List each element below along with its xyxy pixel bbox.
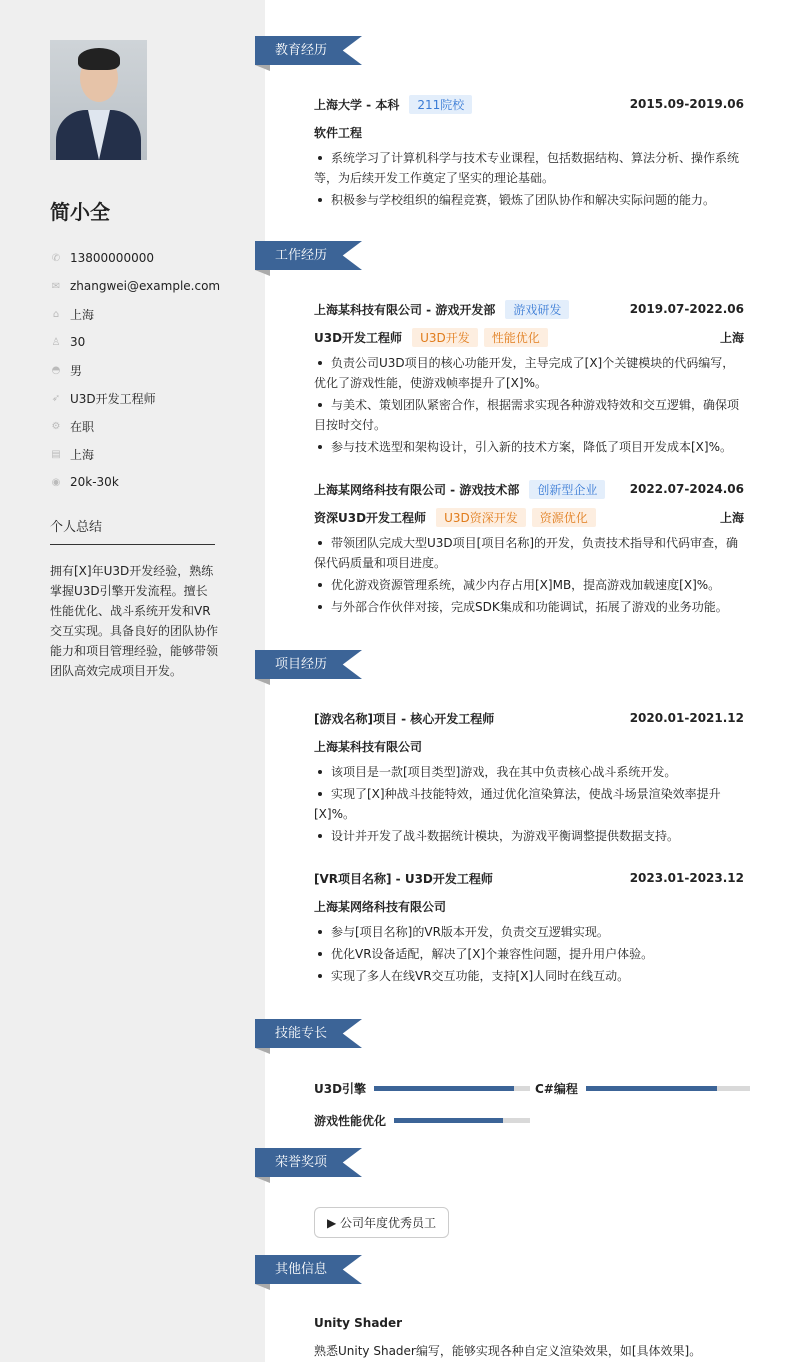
text: C#编程 <box>535 1082 578 1096</box>
info-text: 20k-30k <box>70 475 119 489</box>
position-icon: ➶ <box>51 392 61 404</box>
section-header-education <box>255 36 362 65</box>
text: 创新型企业 <box>529 480 605 499</box>
list-item: 该项目是一款[项目类型]游戏，我在其中负责核心战斗系统开发。 <box>314 762 744 782</box>
play-icon: ▶ <box>327 1216 341 1230</box>
sidebar <box>0 0 265 1362</box>
text: 上海某网络科技有限公司 <box>314 899 447 914</box>
education-entry <box>314 90 744 212</box>
text: 性能优化 <box>484 328 548 347</box>
text: 游戏性能优化 <box>314 1114 387 1128</box>
info-text: 在职 <box>70 419 95 434</box>
award-item[interactable] <box>314 1207 449 1238</box>
text: 工作经历 <box>275 248 328 263</box>
mail-icon: ✉ <box>51 280 61 292</box>
info-text: 30 <box>70 335 86 349</box>
salary-icon: ◉ <box>51 476 61 488</box>
summary-title: 个人总结 <box>50 516 215 545</box>
other-entry <box>314 1309 744 1365</box>
text: U3D资深开发 <box>436 508 526 527</box>
skill-item <box>535 1080 750 1097</box>
text: 资源优化 <box>532 508 596 527</box>
text: 上海某科技有限公司 - 游戏开发部 <box>314 302 496 317</box>
skill-bar <box>394 1118 530 1123</box>
list-item: 负责公司U3D项目的核心功能开发，主导完成了[X]个关键模块的代码编写，优化了游戏性能，使游戏帧率提升了[X]%。 <box>314 353 744 393</box>
list-item: 与外部合作伙伴对接，完成SDK集成和功能调试，拓展了游戏的业务功能。 <box>314 597 744 617</box>
other-text: 熟悉Unity Shader编写，能够实现各种自定义渲染效果，如[具体效果]。 <box>314 1344 702 1358</box>
list-item: 实现了多人在线VR交互功能，支持[X]人同时在线互动。 <box>314 966 744 986</box>
text: 2022.07-2024.06 <box>629 482 744 496</box>
info-text: U3D开发工程师 <box>70 391 156 406</box>
section-header-skills <box>255 1019 362 1048</box>
text: 其他信息 <box>275 1262 328 1277</box>
school: 上海大学 - 本科 <box>314 97 400 112</box>
skill-bar-fill <box>394 1118 503 1123</box>
list-item: 参与[项目名称]的VR版本开发，负责交互逻辑实现。 <box>314 922 744 942</box>
info-text: 男 <box>70 363 83 378</box>
text: 上海 <box>719 510 744 525</box>
skill-bar <box>586 1086 750 1091</box>
text: 项目经历 <box>275 657 328 672</box>
text: Unity Shader <box>314 1316 403 1330</box>
skill-bar-fill <box>374 1086 514 1091</box>
section-header-other <box>255 1255 362 1284</box>
status-icon: ⚙ <box>51 420 61 432</box>
skill-bar-fill <box>586 1086 717 1091</box>
text: 2020.01-2021.12 <box>629 711 744 725</box>
phone-icon: ✆ <box>51 252 61 264</box>
text: [VR项目名称] - U3D开发工程师 <box>314 871 493 886</box>
info-text: zhangwei@example.com <box>70 279 221 293</box>
list-item: 积极参与学校组织的编程竞赛，锻炼了团队协作和解决实际问题的能力。 <box>314 190 744 210</box>
contact-info <box>50 244 220 496</box>
section-header-projects <box>255 650 362 679</box>
text: U3D引擎 <box>314 1082 367 1096</box>
text: 上海 <box>719 330 744 345</box>
gender-icon: ◓ <box>51 364 61 376</box>
project-entry <box>314 864 744 988</box>
text: 教育经历 <box>275 43 328 58</box>
section-header-awards <box>255 1148 362 1177</box>
work-entry <box>314 475 744 619</box>
skill-bar <box>374 1086 530 1091</box>
list-item: 设计并开发了战斗数据统计模块，为游戏平衡调整提供数据支持。 <box>314 826 744 846</box>
major: 软件工程 <box>314 125 363 140</box>
info-text: 13800000000 <box>70 251 154 265</box>
list-item: 优化游戏资源管理系统，减少内存占用[X]MB，提高游戏加载速度[X]%。 <box>314 575 744 595</box>
city-icon: ▤ <box>51 448 61 460</box>
project-entry <box>314 704 744 848</box>
text: 上海某科技有限公司 <box>314 739 423 754</box>
list-item: 与美术、策划团队紧密合作，根据需求实现各种游戏特效和交互逻辑，确保项目按时交付。 <box>314 395 744 435</box>
home-icon: ⌂ <box>52 308 60 320</box>
text: 荣誉奖项 <box>275 1155 328 1170</box>
list-item: 参与技术选型和架构设计，引入新的技术方案，降低了项目开发成本[X]%。 <box>314 437 744 457</box>
text: 上海某网络科技有限公司 - 游戏技术部 <box>314 482 520 497</box>
text: U3D开发工程师 <box>314 330 403 345</box>
section-header-work <box>255 241 362 270</box>
list-item: 带领团队完成大型U3D项目[项目名称]的开发，负责技术指导和代码审查，确保代码质量和项目进度。 <box>314 533 744 573</box>
info-text: 上海 <box>70 307 95 322</box>
summary-text: 拥有[X]年U3D开发经验，熟练掌握U3D引擎开发流程。擅长性能优化、战斗系统开发和VR交互实现。具备良好的团队协作能力和项目管理经验，能够带领团队高效完成项目开发。 <box>50 564 219 678</box>
skill-item <box>314 1112 530 1129</box>
date: 2015.09-2019.06 <box>629 97 744 111</box>
text: [游戏名称]项目 - 核心开发工程师 <box>314 711 495 726</box>
text: 2019.07-2022.06 <box>629 302 744 316</box>
age-icon: ♙ <box>51 336 61 348</box>
text: 技能专长 <box>275 1026 328 1041</box>
profile-name: 简小全 <box>50 200 110 224</box>
list-item: 实现了[X]种战斗技能特效，通过优化渲染算法，使战斗场景渲染效率提升[X]%。 <box>314 784 744 824</box>
avatar <box>50 40 147 160</box>
text: 游戏研发 <box>505 300 569 319</box>
text: 资深U3D开发工程师 <box>314 510 427 525</box>
list-item: 系统学习了计算机科学与技术专业课程，包括数据结构、算法分析、操作系统等，为后续开发工作奠定了坚实的理论基础。 <box>314 148 744 188</box>
text: 公司年度优秀员工 <box>340 1216 437 1230</box>
list-item: 优化VR设备适配，解决了[X]个兼容性问题，提升用户体验。 <box>314 944 744 964</box>
text: U3D开发 <box>412 328 478 347</box>
text: 2023.01-2023.12 <box>629 871 744 885</box>
info-text: 上海 <box>70 447 95 462</box>
work-entry <box>314 295 744 459</box>
skill-item <box>314 1080 530 1097</box>
school-tag: 211院校 <box>409 95 472 114</box>
